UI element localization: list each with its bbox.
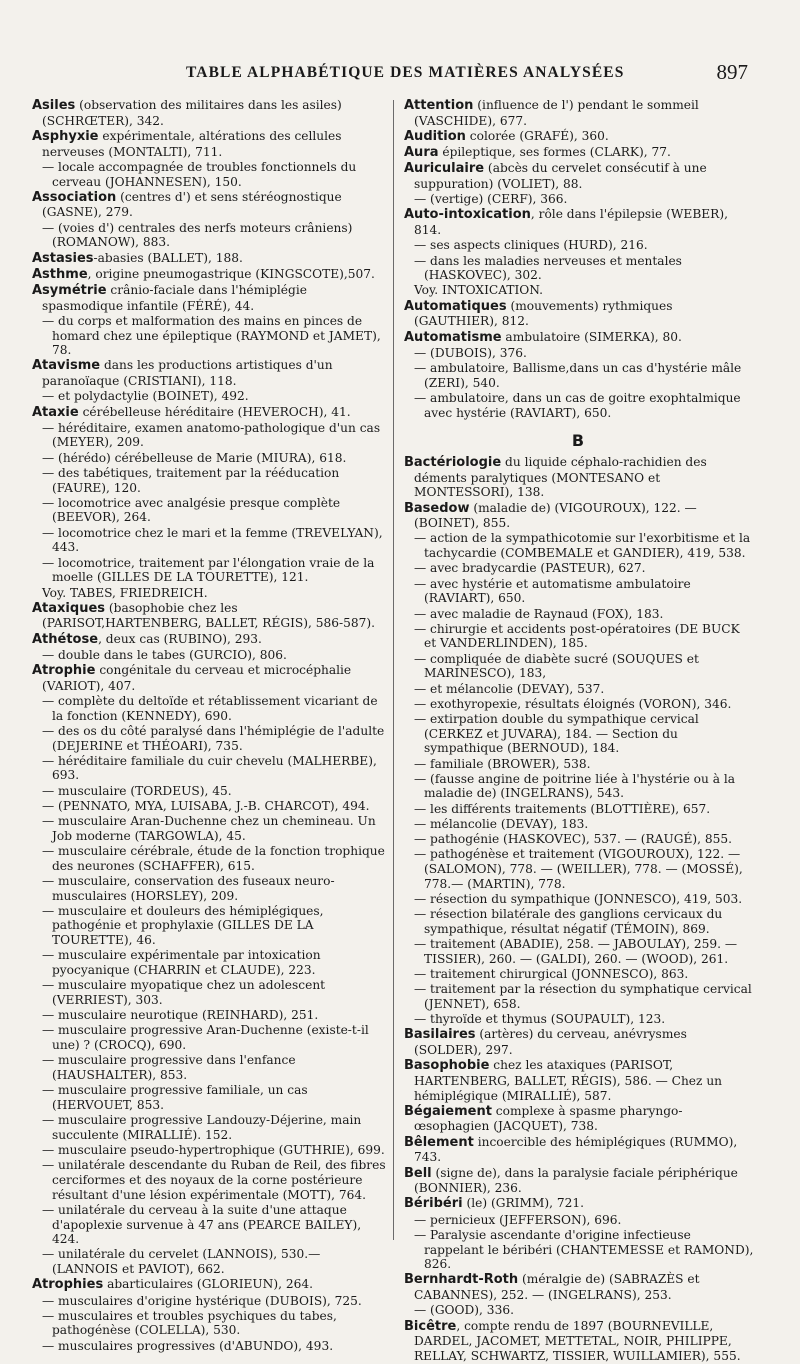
index-entry bbox=[402, 1196, 754, 1212]
index-entry bbox=[30, 586, 386, 601]
index-entry bbox=[402, 346, 754, 361]
running-title: TABLE ALPHABÉTIQUE DES MATIÈRES ANALYSÉES bbox=[186, 64, 625, 81]
entry-text: — compliquée de diabète sucré (SOUQUES et MARINESCO), 183, bbox=[414, 651, 699, 681]
index-entry bbox=[30, 267, 386, 283]
entry-headword: Basilaires bbox=[404, 1027, 476, 1043]
left-column bbox=[30, 98, 386, 1354]
entry-headword: Atrophie bbox=[32, 663, 96, 679]
entry-headword: Auto-intoxication bbox=[404, 207, 531, 223]
entry-text: colorée (GRAFÉ), 360. bbox=[465, 128, 609, 143]
page-number: 897 bbox=[716, 60, 748, 84]
entry-text: — unilatérale du cervelet (LANNOIS), 530.— (LANNOIS et PAVIOT), 662. bbox=[42, 1247, 321, 1277]
index-entry bbox=[30, 1247, 386, 1276]
entry-headword: Aura bbox=[404, 145, 439, 161]
entry-text: (abcès du cervelet consécutif à une suppuration) (VOLIET), 88. bbox=[414, 161, 707, 192]
entry-text: , deux cas (RUBINO), 293. bbox=[98, 631, 262, 646]
entry-text: congénitale du cerveau et microcéphalie (VARIOT), 407. bbox=[42, 663, 352, 693]
entry-text: — locomotrice, traitement par l'élongation vraie de la moelle (GILLES DE LA TOURETTE), 121. bbox=[42, 555, 375, 585]
index-entry bbox=[402, 982, 754, 1011]
entry-headword: Attention bbox=[404, 98, 474, 113]
entry-text: — locomotrice chez le mari et la femme (TREVELYAN), 443. bbox=[42, 525, 383, 555]
entry-headword: Asphyxie bbox=[32, 128, 99, 144]
entry-text: complexe à spasme pharyngo-œsophagien (JACQUET), 738. bbox=[414, 1103, 683, 1134]
index-entry bbox=[30, 466, 386, 495]
index-entry bbox=[30, 844, 386, 873]
index-entry bbox=[402, 1228, 754, 1272]
entry-text: — extirpation double du sympathique cervical (CERKEZ et JUVARA), 184. — Section du sympathique (BERNOUD), 184. bbox=[414, 711, 699, 756]
entry-text: — ambulatoire, Ballisme,dans un cas d'hystérie mâle (ZERI), 540. bbox=[414, 360, 742, 390]
index-entry bbox=[402, 455, 754, 500]
index-entry bbox=[402, 1058, 754, 1103]
entry-text: — ses aspects cliniques (HURD), 216. bbox=[414, 238, 648, 253]
entry-text: — musculaire progressive Aran-Duchenne (existe-t-il une) ? (CROCQ), 690. bbox=[42, 1023, 369, 1053]
index-entry bbox=[402, 1166, 754, 1196]
entry-text: abarticulaires (GLORIEUN), 264. bbox=[103, 1277, 313, 1292]
index-entry bbox=[30, 421, 386, 450]
entry-text: — musculaire pseudo-hypertrophique (GUTHRIE), 699. bbox=[42, 1143, 385, 1158]
index-entry bbox=[30, 1309, 386, 1338]
index-entry bbox=[30, 1339, 386, 1354]
index-entry bbox=[30, 1083, 386, 1112]
entry-text: (maladie de) (VIGOUROUX), 122. — (BOINET), 855. bbox=[414, 500, 697, 531]
index-entry bbox=[402, 802, 754, 817]
index-entry bbox=[402, 254, 754, 283]
index-entry bbox=[30, 251, 386, 267]
index-entry bbox=[30, 160, 386, 189]
index-entry bbox=[402, 1135, 754, 1165]
entry-text: — héréditaire familiale du cuir chevelu (MALHERBE), 693. bbox=[42, 753, 377, 783]
entry-text: , rôle dans l'épilepsie (WEBER), 814. bbox=[414, 207, 728, 238]
index-entry bbox=[402, 772, 754, 801]
index-entry bbox=[402, 299, 754, 329]
entry-text: — musculaire cérébrale, étude de la fonction trophique des neurones (SCHAFFER), 615. bbox=[42, 843, 385, 873]
entry-text: — héréditaire, examen anatomo-pathologique d'un cas (MEYER), 209. bbox=[42, 420, 381, 450]
entry-text: — avec hystérie et automatisme ambulatoire (RAVIART), 650. bbox=[414, 576, 691, 606]
entry-text: — Paralysie ascendante d'origine infectieuse rappelant le béribéri (CHANTEMESSE et RAMOND), 826. bbox=[414, 1227, 754, 1272]
entry-text: — pathogénèse et traitement (VIGOUROUX), 122. — (SALOMON), 778. — (WEILLER), 778. — (MOSSÉ), 778.— (MARTIN), 778. bbox=[414, 847, 743, 891]
entry-text: — résection bilatérale des ganglions cervicaux du sympathique, résultat négatif (TÉMOIN), 869. bbox=[414, 907, 723, 936]
index-entry bbox=[30, 283, 386, 313]
index-entry bbox=[402, 283, 754, 298]
index-entry bbox=[30, 648, 386, 663]
right-column bbox=[402, 98, 754, 1364]
entry-text: (mouvements) rythmiques (GAUTHIER), 812. bbox=[414, 298, 673, 329]
entry-text: — unilatérale descendante du Ruban de Reil, des fibres cerciformes et des noyaux de la corne postérieure résultant d'une lésion expérimentale (MOTT), 764. bbox=[42, 1158, 386, 1202]
entry-text: — musculaires d'origine hystérique (DUBOIS), 725. bbox=[42, 1293, 362, 1308]
entry-headword: Basophobie bbox=[404, 1058, 490, 1074]
index-entry bbox=[30, 1277, 386, 1293]
entry-text: — musculaire, conservation des fuseaux neuro-musculaires (HORSLEY), 209. bbox=[42, 873, 335, 903]
index-entry bbox=[30, 724, 386, 753]
entry-headword: Ataxie bbox=[32, 404, 79, 420]
page-header bbox=[36, 60, 748, 86]
entry-text: — (hérédo) cérébelleuse de Marie (MIURA), 618. bbox=[42, 450, 347, 465]
entry-text: — musculaire neurotique (REINHARD), 251. bbox=[42, 1008, 319, 1023]
right-column-a-entries bbox=[402, 98, 754, 420]
index-entry bbox=[30, 601, 386, 631]
entry-text: — avec maladie de Raynaud (FOX), 183. bbox=[414, 606, 664, 621]
entry-text: — les différents traitements (BLOTTIÈRE), 657. bbox=[414, 801, 711, 816]
index-entry bbox=[30, 129, 386, 159]
entry-text: — (vertige) (CERF), 366. bbox=[414, 192, 568, 207]
entry-text: — musculaire Aran-Duchenne chez un chemineau. Un Job moderne (TARGOWLA), 45. bbox=[42, 814, 376, 843]
index-entry bbox=[30, 904, 386, 948]
index-entry bbox=[402, 207, 754, 237]
entry-text: — avec bradycardie (PASTEUR), 627. bbox=[414, 561, 646, 576]
index-entry bbox=[402, 1272, 754, 1302]
index-entry bbox=[30, 948, 386, 977]
entry-text: , origine pneumogastrique (KINGSCOTE),507. bbox=[87, 266, 375, 281]
index-entry bbox=[30, 451, 386, 466]
entry-text: — (voies d') centrales des nerfs moteurs crâniens) (ROMANOW), 883. bbox=[42, 220, 353, 250]
index-entry bbox=[402, 622, 754, 651]
index-entry bbox=[30, 814, 386, 843]
entry-text: dans les productions artistiques d'un paranoïaque (CRISTIANI), 118. bbox=[42, 358, 333, 389]
entry-headword: Atrophies bbox=[32, 1277, 104, 1293]
index-entry bbox=[402, 531, 754, 560]
entry-text: (artères) du cerveau, anévrysmes (SOLDER), 297. bbox=[414, 1027, 687, 1057]
entry-text: — du corps et malformation des mains en pinces de homard chez une épileptique (RAYMOND et JAMET), 78. bbox=[42, 313, 381, 358]
index-entry bbox=[402, 238, 754, 253]
entry-text: — double dans le tabes (GURCIO), 806. bbox=[42, 647, 287, 662]
entry-text: incoercible des hémiplégiques (RUMMO), 743. bbox=[414, 1134, 738, 1165]
index-entry bbox=[402, 1104, 754, 1134]
entry-text: — action de la sympathicotomie sur l'exorbitisme et la tachycardie (COMBEMALE et GANDIER), 419, 538. bbox=[414, 531, 751, 561]
entry-text: — traitement chirurgical (JONNESCO), 863. bbox=[414, 966, 689, 981]
index-entry bbox=[30, 221, 386, 250]
index-entry bbox=[30, 1008, 386, 1023]
entry-text: — pathogénie (HASKOVEC), 537. — (RAUGÉ), 855. bbox=[414, 832, 733, 847]
index-entry bbox=[30, 663, 386, 693]
entry-headword: Bactériologie bbox=[404, 454, 502, 470]
index-entry bbox=[402, 561, 754, 576]
index-entry bbox=[30, 1143, 386, 1158]
index-entry bbox=[402, 607, 754, 622]
entry-text: — musculaire et douleurs des hémiplégiques, pathogénie et prophylaxie (GILLES DE LA TOURETTE), 46. bbox=[42, 903, 324, 948]
entry-text: -abasies (BALLET), 188. bbox=[93, 250, 243, 265]
entry-text: — musculaire progressive familiale, un cas (HERVOUET, 853. bbox=[42, 1083, 308, 1112]
index-entry bbox=[402, 192, 754, 207]
index-entry bbox=[30, 190, 386, 220]
entry-headword: Athétose bbox=[32, 631, 99, 647]
entry-text: — des tabétiques, traitement par la rééducation (FAURE), 120. bbox=[42, 465, 340, 495]
index-entry bbox=[30, 1203, 386, 1247]
entry-text: ambulatoire (SIMERKA), 80. bbox=[501, 329, 682, 344]
entry-headword: Asthme bbox=[32, 266, 88, 282]
entry-headword: Bell bbox=[404, 1165, 432, 1181]
entry-text: — (fausse angine de poitrine liée à l'hystérie ou à la maladie de) (INGELRANS), 543. bbox=[414, 771, 736, 801]
index-entry bbox=[402, 361, 754, 390]
index-entry bbox=[30, 874, 386, 903]
entry-text: — ambulatoire, dans un cas de goitre exophtalmique avec hystérie (RAVIART), 650. bbox=[414, 390, 741, 420]
index-entry bbox=[402, 832, 754, 847]
index-entry bbox=[30, 98, 386, 128]
entry-text: — pernicieux (JEFFERSON), 696. bbox=[414, 1212, 622, 1227]
entry-text: expérimentale, altérations des cellules nerveuses (MONTALTI), 711. bbox=[42, 128, 342, 159]
entry-text: — traitement (ABADIE), 258. — JABOULAY), 259. — TISSIER), 260. — (GALDI), 260. — (WOOD), 261. bbox=[414, 936, 738, 966]
entry-text: — exothyropexie, résultats éloignés (VORON), 346. bbox=[414, 696, 732, 711]
index-entry bbox=[30, 358, 386, 388]
entry-text: — musculaire progressive Landouzy-Déjerine, main succulente (MIRALLIÉ). 152. bbox=[42, 1113, 362, 1142]
index-entry bbox=[30, 799, 386, 814]
entry-text: — unilatérale du cerveau à la suite d'une attaque d'apoplexie survenue à 47 ans (PEARCE BAILEY), 424. bbox=[42, 1202, 362, 1247]
entry-text: — et polydactylie (BOINET), 492. bbox=[42, 389, 249, 404]
entry-text: (influence de l') pendant le sommeil (VASCHIDE), 677. bbox=[414, 98, 699, 128]
index-entry bbox=[402, 892, 754, 907]
right-column-b-entries bbox=[402, 455, 754, 1364]
index-entry bbox=[402, 757, 754, 772]
entry-text: crânio-faciale dans l'hémiplégie spasmodique infantile (FÉRÉ), 44. bbox=[42, 282, 307, 313]
index-entry bbox=[30, 784, 386, 799]
index-entry bbox=[30, 496, 386, 525]
entry-text: (le) (GRIMM), 721. bbox=[462, 1196, 585, 1211]
entry-text: — familiale (BROWER), 538. bbox=[414, 756, 591, 771]
entry-text: — des os du côté paralysé dans l'hémiplégie de l'adulte (DEJERINE et THÉOARI), 735. bbox=[42, 723, 385, 753]
entry-headword: Association bbox=[32, 189, 117, 205]
entry-text: — résection du sympathique (JONNESCO), 419, 503. bbox=[414, 891, 743, 906]
entry-text: — et mélancolie (DEVAY), 537. bbox=[414, 681, 605, 696]
entry-text: — thyroïde et thymus (SOUPAULT), 123. bbox=[414, 1011, 666, 1026]
index-entry bbox=[402, 1213, 754, 1228]
index-entry bbox=[402, 129, 754, 145]
entry-text: — mélancolie (DEVAY), 183. bbox=[414, 816, 589, 831]
index-entry bbox=[402, 652, 754, 681]
index-entry bbox=[30, 314, 386, 358]
entry-headword: Bégaiement bbox=[404, 1103, 492, 1119]
entry-headword: Auriculaire bbox=[404, 161, 485, 177]
index-entry bbox=[402, 1303, 754, 1318]
entry-text: — musculaire myopatique chez un adolescent (VERRIEST), 303. bbox=[42, 978, 326, 1007]
index-entry bbox=[402, 847, 754, 891]
index-entry bbox=[402, 967, 754, 982]
index-entry bbox=[402, 937, 754, 966]
entry-headword: Bêlement bbox=[404, 1134, 474, 1150]
entry-headword: Asiles bbox=[32, 98, 76, 113]
entry-text: (signe de), dans la paralysie faciale périphérique (BONNIER), 236. bbox=[414, 1165, 738, 1196]
entry-text: — (PENNATO, MYA, LUISABA, J.-B. CHARCOT), 494. bbox=[42, 798, 370, 813]
entry-headword: Béribéri bbox=[404, 1196, 463, 1212]
entry-text: du liquide céphalo-rachidien des déments paralytiques (MONTESANO et MONTESSORI), 138. bbox=[414, 454, 707, 500]
entry-headword: Atavisme bbox=[32, 358, 101, 374]
index-entry bbox=[402, 98, 754, 128]
section-letter: B bbox=[571, 431, 585, 451]
index-entry bbox=[30, 389, 386, 404]
index-entry bbox=[30, 1158, 386, 1202]
index-entry bbox=[30, 1053, 386, 1082]
entry-text: — locomotrice avec analgésie presque complète (BEEVOR), 264. bbox=[42, 495, 341, 525]
index-entry bbox=[30, 526, 386, 555]
entry-text: — traitement par la résection du symphatique cervical (JENNET), 658. bbox=[414, 982, 752, 1011]
index-entry bbox=[30, 632, 386, 648]
index-entry bbox=[402, 712, 754, 756]
index-entry bbox=[402, 330, 754, 346]
entry-text: — dans les maladies nerveuses et mentales (HASKOVEC), 302. bbox=[414, 253, 682, 283]
entry-text: — musculaires et troubles psychiques du tabes, pathogénèse (COLELLA), 530. bbox=[42, 1308, 337, 1338]
entry-text: cérébelleuse héréditaire (HEVEROCH), 41. bbox=[78, 404, 351, 419]
entry-text: — musculaire (TORDEUS), 45. bbox=[42, 783, 232, 798]
entry-headword: Audition bbox=[404, 128, 466, 144]
index-entry bbox=[30, 1023, 386, 1052]
entry-text: — musculaire progressive dans l'enfance (HAUSHALTER), 853. bbox=[42, 1053, 296, 1082]
index-entry bbox=[402, 907, 754, 936]
index-entry bbox=[30, 1294, 386, 1309]
entry-text: — complète du deltoïde et rétablissement vicariant de la fonction (KENNEDY), 690. bbox=[42, 693, 378, 723]
entry-text: — (GOOD), 336. bbox=[414, 1303, 514, 1318]
index-entry bbox=[402, 1319, 754, 1364]
entry-headword: Astasies bbox=[32, 250, 94, 266]
entry-text: Voy. TABES, FRIEDREICH. bbox=[42, 585, 208, 600]
entry-headword: Ataxiques bbox=[32, 600, 106, 616]
entry-text: — musculaires progressives (d'ABUNDO), 493. bbox=[42, 1338, 334, 1353]
index-entry bbox=[30, 754, 386, 783]
entry-text: (centres d') et sens stéréognostique (GASNE), 279. bbox=[42, 189, 342, 220]
index-entry bbox=[402, 817, 754, 832]
entry-headword: Automatiques bbox=[404, 298, 507, 314]
index-entry bbox=[402, 697, 754, 712]
entry-headword: Automatisme bbox=[404, 329, 502, 345]
index-entry bbox=[30, 556, 386, 585]
index-entry bbox=[402, 577, 754, 606]
index-entry bbox=[402, 391, 754, 420]
index-entry bbox=[30, 1113, 386, 1142]
entry-text: (méralgie de) (SABRAZÈS et CABANNES), 252. — (INGELRANS), 253. bbox=[414, 1272, 700, 1303]
entry-text: — chirurgie et accidents post-opératoires (DE BUCK et VANDERLINDEN), 185. bbox=[414, 621, 740, 651]
entry-headword: Bicêtre bbox=[404, 1318, 457, 1334]
entry-headword: Asymétrie bbox=[32, 282, 107, 298]
entry-text: Voy. INTOXICATION. bbox=[414, 283, 544, 298]
entry-text: , compte rendu de 1897 (BOURNEVILLE, DARDEL, JACOMET, METTETAL, NOIR, PHILIPPE, RELLAY, SCHWARTZ, TISSIER, WUILLAMIER), 555. bbox=[414, 1318, 741, 1363]
index-entry bbox=[402, 161, 754, 191]
entry-text: — musculaire expérimentale par intoxication pyocyanique (CHARRIN et CLAUDE), 223. bbox=[42, 948, 321, 978]
index-entry bbox=[402, 145, 754, 161]
entry-text: chez les ataxiques (PARISOT, HARTENBERG, BALLET, RÉGIS), 586. — Chez un hémiplégique (MIRALLIÉ), 587. bbox=[414, 1058, 723, 1103]
index-entry bbox=[30, 405, 386, 421]
index-entry bbox=[30, 694, 386, 723]
index-entry bbox=[30, 978, 386, 1007]
index-entry bbox=[402, 501, 754, 531]
index-entry bbox=[402, 1012, 754, 1027]
entry-text: (basophobie chez les (PARISOT,HARTENBERG, BALLET, RÉGIS), 586-587). bbox=[42, 600, 376, 631]
entry-text: (observation des militaires dans les asiles) (SCHRŒTER), 342. bbox=[42, 98, 342, 128]
entry-text: — (DUBOIS), 376. bbox=[414, 345, 527, 360]
index-entry bbox=[402, 1027, 754, 1057]
column-divider bbox=[393, 100, 394, 1240]
entry-text: — locale accompagnée de troubles fonctionnels du cerveau (JOHANNESEN), 150. bbox=[42, 159, 357, 189]
entry-text: épileptique, ses formes (CLARK), 77. bbox=[438, 145, 671, 160]
entry-headword: Basedow bbox=[404, 500, 470, 516]
index-entry bbox=[402, 682, 754, 697]
entry-headword: Bernhardt-Roth bbox=[404, 1272, 519, 1288]
